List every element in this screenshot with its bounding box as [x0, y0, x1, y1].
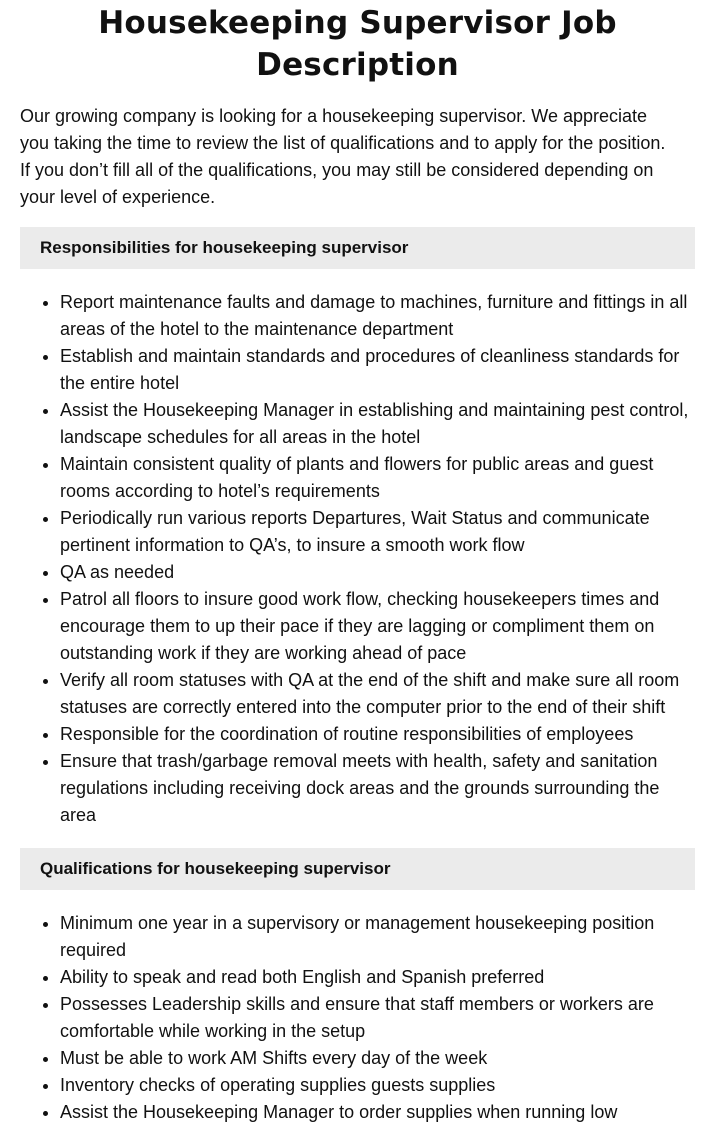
- list-item: • Verify all room statuses with QA at the end of the shift and make sure all room statuses are correctly entered into the computer prior to the end of their shift: [60, 667, 695, 721]
- list-item: • Establish and maintain standards and procedures of cleanliness standards for the entire hotel: [60, 343, 695, 397]
- list-item: • Assist the Housekeeping Manager to order supplies when running low: [60, 1099, 695, 1126]
- list-item: • Periodically run various reports Departures, Wait Status and communicate pertinent information to QA’s, to insure a smooth work flow: [60, 505, 695, 559]
- list-item: • Report maintenance faults and damage to machines, furniture and fittings in all areas of the hotel to the maintenance department: [60, 289, 695, 343]
- list-item: • Maintain consistent quality of plants and flowers for public areas and guest rooms according to hotel’s requirements: [60, 451, 695, 505]
- list-item: • Ability to speak and read both English and Spanish preferred: [60, 964, 695, 991]
- list-item: • Must be able to work AM Shifts every day of the week: [60, 1045, 695, 1072]
- responsibilities-heading: Responsibilities for housekeeping supervisor: [20, 227, 695, 269]
- list-item: • Patrol all floors to insure good work flow, checking housekeepers times and encourage them to up their pace if they are lagging or compliment them on outstanding work if they are working ahead of pace: [60, 586, 695, 667]
- list-item: • Responsible for the coordination of routine responsibilities of employees: [60, 721, 695, 748]
- list-item: • Inventory checks of operating supplies guests supplies: [60, 1072, 695, 1099]
- list-item: • Possesses Leadership skills and ensure that staff members or workers are comfortable while working in the setup: [60, 991, 695, 1045]
- list-item: • Minimum one year in a supervisory or management housekeeping position required: [60, 910, 695, 964]
- intro-paragraph: Our growing company is looking for a housekeeping supervisor. We appreciate you taking the time to review the list of qualifications and to apply for the position. If you don’t fill all of the qualifications, you may still be considered depending on your level of experience.: [20, 106, 666, 207]
- page-title: Housekeeping Supervisor Job Description: [98, 5, 617, 83]
- list-item: • QA as needed: [60, 559, 695, 586]
- list-item: • Assist the Housekeeping Manager in establishing and maintaining pest control, landscape schedules for all areas in the hotel: [60, 397, 695, 451]
- list-item: • Ensure that trash/garbage removal meets with health, safety and sanitation regulations including receiving dock areas and the grounds surrounding the area: [60, 748, 695, 829]
- responsibilities-list: [20, 289, 695, 829]
- qualifications-heading: Qualifications for housekeeping supervisor: [20, 848, 695, 890]
- qualifications-list: [20, 910, 695, 1126]
